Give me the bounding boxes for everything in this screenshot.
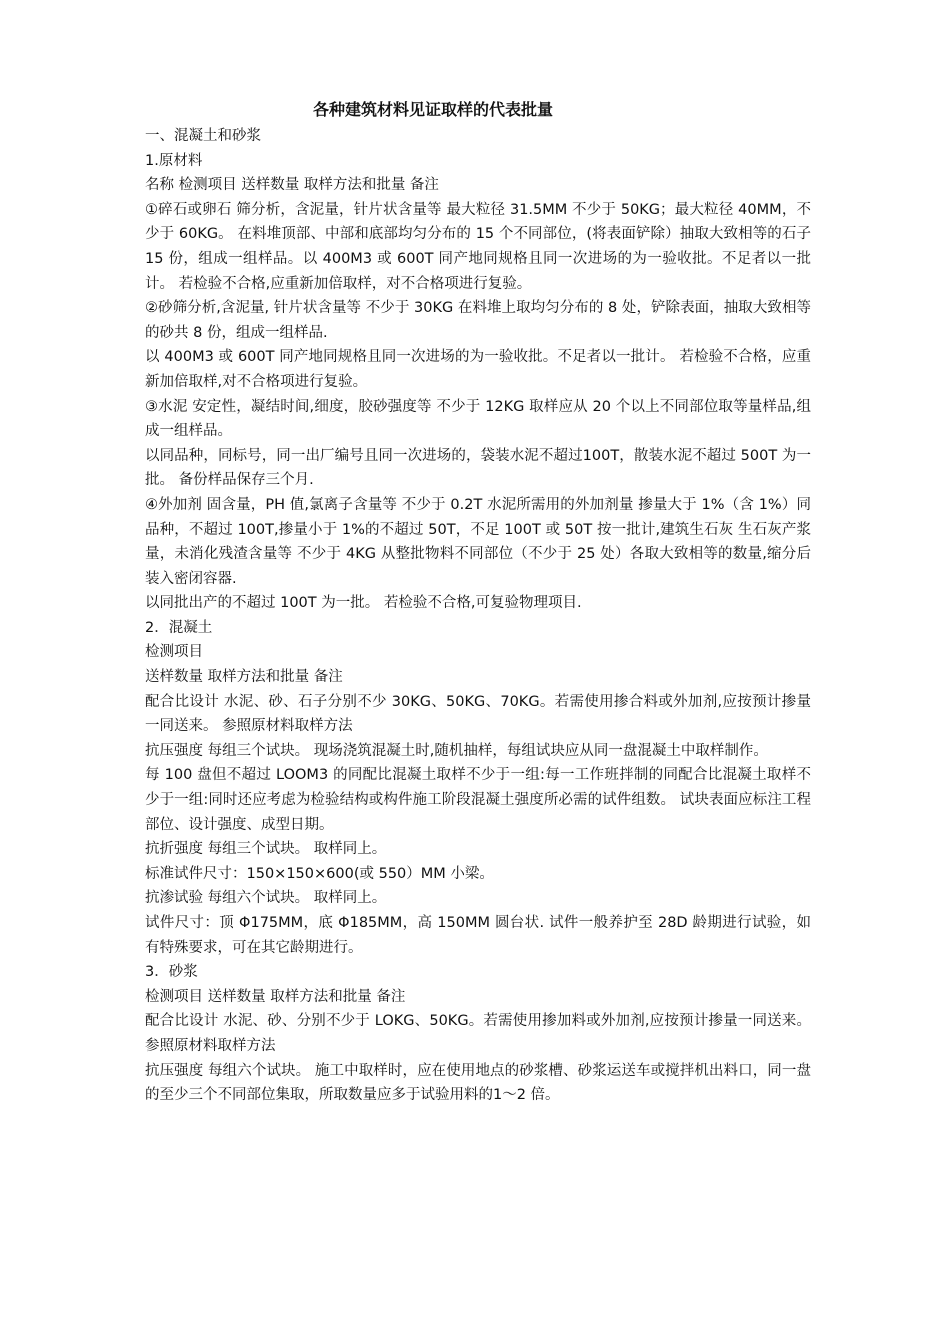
paragraph-sand-batch: 以 400M3 或 600T 同产地同规格且同一次进场的为一验收批。不足者以一批计。 若检验不合格，应重新加倍取样,对不合格项进行复验。 — [145, 349, 811, 390]
paragraph-gravel: ①碎石或卵石 筛分析，含泥量，针片状含量等 最大粒径 31.5MM 不少于 50KG；最大粒径 40MM，不少于 60KG。 在料堆顶部、中部和底部均匀分布的 15 个不同部位，(将表面铲除）抽取大致相等的石子 15 份，组成一组样品。以 400M3 或 600T 同产地同规格且同一次进场的为一验收批。不足者以一批计。 若检验不合格,应重新加倍取样，对不合格项进行复验。 — [145, 201, 811, 292]
table-header-line: 名称 检测项目 送样数量 取样方法和批量 备注 — [145, 177, 439, 194]
paragraph-compressive-strength: 抗压强度 每组三个试块。 现场浇筑混凝土时,随机抽样，每组试块应从同一盘混凝土中取样制作。 — [145, 742, 768, 759]
paragraph-sand: ②砂筛分析,含泥量, 针片状含量等 不少于 30KG 在料堆上取均匀分布的 8 处，铲除表面，抽取大致相等的砂共 8 份，组成一组样品. — [145, 300, 811, 341]
paragraph-specimen-size: 标准试件尺寸：150×150×600(或 550）MM 小梁。 — [145, 865, 494, 882]
subsection-heading-concrete: 2．混凝土 — [145, 619, 213, 636]
paragraph-impermeability: 抗渗试验 每组六个试块。 取样同上。 — [145, 890, 387, 907]
mortar-header-columns: 检测项目 送样数量 取样方法和批量 备注 — [145, 988, 406, 1005]
concrete-header-test-item: 检测项目 — [145, 644, 203, 661]
paragraph-mortar-compressive: 抗压强度 每组六个试块。 施工中取样时，应在使用地点的砂浆槽、砂浆运送车或搅拌机出料口，同一盘的至少三个不同部位集取，所取数量应多于试验用料的1～2 倍。 — [145, 1062, 811, 1104]
paragraph-impermeability-specimen: 试件尺寸：顶 Φ175MM，底 Φ185MM，高 150MM 圆台状. 试件一般养护至 28D 龄期进行试验，如有特殊要求，可在其它龄期进行。 — [145, 915, 811, 956]
paragraph-sampling-frequency: 每 100 盘但不超过 LOOM3 的同配比混凝土取样不少于一组:每一工作班拌制的同配合比混凝土取样不少于一组:同时还应考虑为检验结构或构件施工阶段混凝土强度所必需的试件组数。 试块表面应标注工程部位、设计强度、成型日期。 — [145, 767, 811, 833]
document-body — [145, 124, 811, 1108]
paragraph-concrete-mix-design: 配合比设计 水泥、砂、石子分别不少 30KG、50KG、70KG。若需使用掺合料或外加剂,应按预计掺量一同送来。 参照原材料取样方法 — [145, 693, 811, 735]
paragraph-admixture-lime: ④外加剂 固含量，PH 值,氯离子含量等 不少于 0.2T 水泥所需用的外加剂量 掺量大于 1%（含 1%）同品种，不超过 100T,掺量小于 1%的不超过 50T，不足 100T 或 50T 按一批计,建筑生石灰 生石灰产浆量，未消化残渣含量等 不少于 4KG 从整批物料不同部位（不少于 25 处）各取大致相等的数量,缩分后装入密闭容器. — [145, 496, 811, 587]
concrete-header-columns: 送样数量 取样方法和批量 备注 — [145, 669, 343, 686]
paragraph-cement: ③水泥 安定性，凝结时间,细度，胶砂强度等 不少于 12KG 取样应从 20 个以上不同部位取等量样品,组成一组样品。 — [145, 398, 811, 440]
paragraph-mortar-mix-design: 配合比设计 水泥、砂、分别不少于 LOKG、50KG。若需使用掺加料或外加剂,应按预计掺量一同送来。 参照原材料取样方法 — [145, 1013, 811, 1054]
document-page — [145, 98, 811, 1108]
paragraph-flexural-strength: 抗折强度 每组三个试块。 取样同上。 — [145, 841, 387, 858]
subsection-heading-mortar: 3．砂浆 — [145, 964, 198, 981]
section-heading-concrete-mortar: 一、混凝土和砂浆 — [145, 128, 261, 144]
paragraph-lime-batch: 以同批出产的不超过 100T 为一批。 若检验不合格,可复验物理项目. — [145, 595, 582, 612]
document-title: 各种建筑材料见证取样的代表批量 — [312, 100, 553, 119]
subsection-heading-raw-materials: 1.原材料 — [145, 152, 203, 169]
paragraph-cement-batch: 以同品种，同标号，同一出厂编号且同一次进场的，袋装水泥不超过100T，散装水泥不超过 500T 为一批。 备份样品保存三个月. — [145, 447, 811, 489]
